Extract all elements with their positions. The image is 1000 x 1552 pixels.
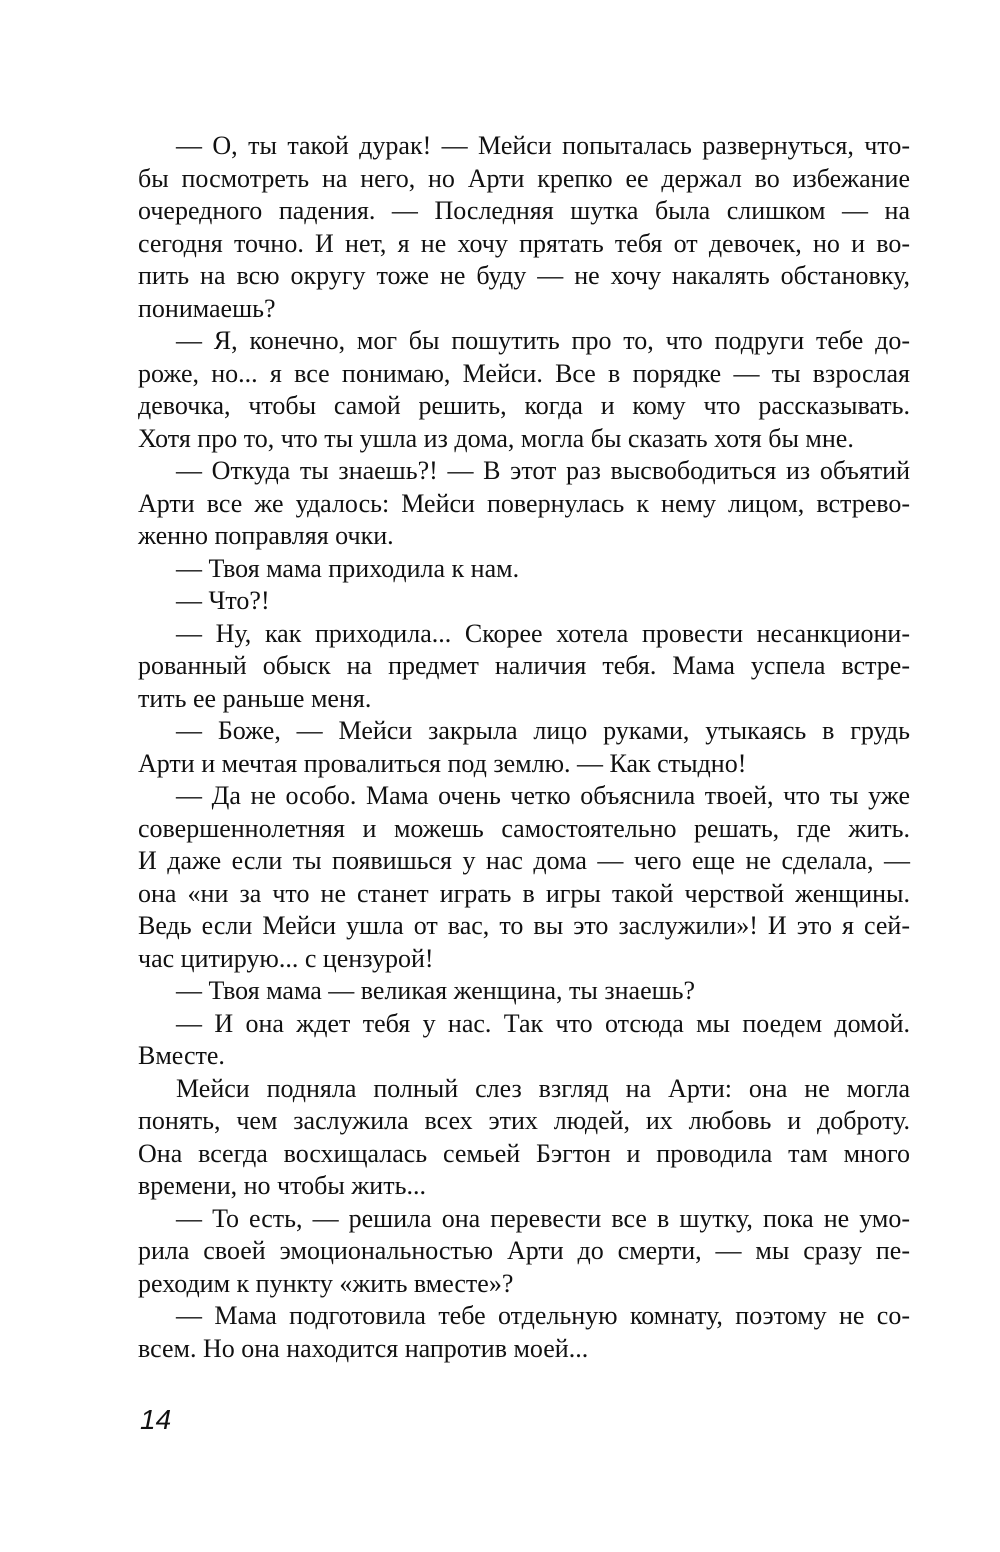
text-line: пить на всю округу тоже не буду — не хочу накалять обстановку, xyxy=(138,261,910,290)
text-line: Арти и мечтая провалиться под землю. — Как стыдно! xyxy=(138,748,747,778)
text-line: она «ни за что не станет играть в игры такой черствой женщины. xyxy=(138,878,910,908)
text-line: — Да не особо. Мама очень четко объяснила твоей, что ты уже xyxy=(176,781,910,810)
text-line: женно поправляя очки. xyxy=(138,521,394,550)
page-number: 14 xyxy=(140,1404,172,1435)
text-line: — То есть, — решила она перевести все в шутку, пока не умо- xyxy=(176,1203,910,1233)
text-line: тить ее раньше меня. xyxy=(138,683,372,713)
text-line: И даже если ты появишься у нас дома — чего еще не сделала, — xyxy=(138,846,910,875)
text-line: рованный обыск на предмет наличия тебя. Мама успела встре- xyxy=(138,651,910,680)
text-line: — Я, конечно, мог бы пошутить про то, что подруги тебе до- xyxy=(176,326,910,355)
text-line: — Ну, как приходила... Скорее хотела провести несанкциони- xyxy=(176,618,910,648)
text-line: рила своей эмоциональностью Арти до смерти, — мы сразу пе- xyxy=(138,1236,910,1265)
text-line: — О, ты такой дурак! — Мейси попыталась развернуться, что- xyxy=(176,131,910,160)
text-line: очередного падения. — Последняя шутка была слишком — на xyxy=(138,196,910,225)
text-line: Ведь если Мейси ушла от вас, то вы это заслужили»! И это я сей- xyxy=(138,911,910,940)
text-line: Она всегда восхищалась семьей Бэгтон и проводила там много xyxy=(138,1138,910,1168)
text-line: Мейси подняла полный слез взгляд на Арти: она не могла xyxy=(176,1073,910,1103)
body-text xyxy=(138,130,910,1365)
text-line: — И она ждет тебя у нас. Так что отсюда мы поедем домой. xyxy=(176,1008,910,1038)
text-line: — Что?! xyxy=(176,586,270,615)
text-line: — Откуда ты знаешь?! — В этот раз высвободиться из объятий xyxy=(176,456,910,485)
text-line: час цитирую... с цензурой! xyxy=(138,943,434,973)
text-line: времени, но чтобы жить... xyxy=(138,1171,426,1200)
text-line: понимаешь? xyxy=(138,293,276,323)
text-line: сегодня точно. И нет, я не хочу прятать тебя от девочек, но и во- xyxy=(138,228,910,258)
text-line: девочка, чтобы самой решить, когда и кому что рассказывать. xyxy=(138,391,910,420)
text-line: понять, чем заслужила всех этих людей, их любовь и доброту. xyxy=(138,1106,910,1135)
text-line: бы посмотреть на него, но Арти крепко ее держал во избежание xyxy=(138,163,910,193)
text-line: — Боже, — Мейси закрыла лицо руками, утыкаясь в грудь xyxy=(176,716,910,745)
text-line: реходим к пункту «жить вместе»? xyxy=(138,1268,514,1298)
text-line: роже, но... я все понимаю, Мейси. Все в порядке — ты взрослая xyxy=(138,358,910,388)
text-line: — Твоя мама — великая женщина, ты знаешь? xyxy=(176,976,696,1005)
text-line: — Мама подготовила тебе отдельную комнату, поэтому не со- xyxy=(176,1301,910,1330)
text-line: всем. Но она находится напротив моей... xyxy=(138,1333,589,1363)
text-line: — Твоя мама приходила к нам. xyxy=(176,553,520,583)
text-line: Арти все же удалось: Мейси повернулась к нему лицом, встрево- xyxy=(138,488,910,518)
text-line: Вместе. xyxy=(138,1041,225,1070)
text-line: Хотя про то, что ты ушла из дома, могла бы сказать хотя бы мне. xyxy=(138,423,854,453)
text-line: совершеннолетняя и можешь самостоятельно решать, где жить. xyxy=(138,813,910,843)
